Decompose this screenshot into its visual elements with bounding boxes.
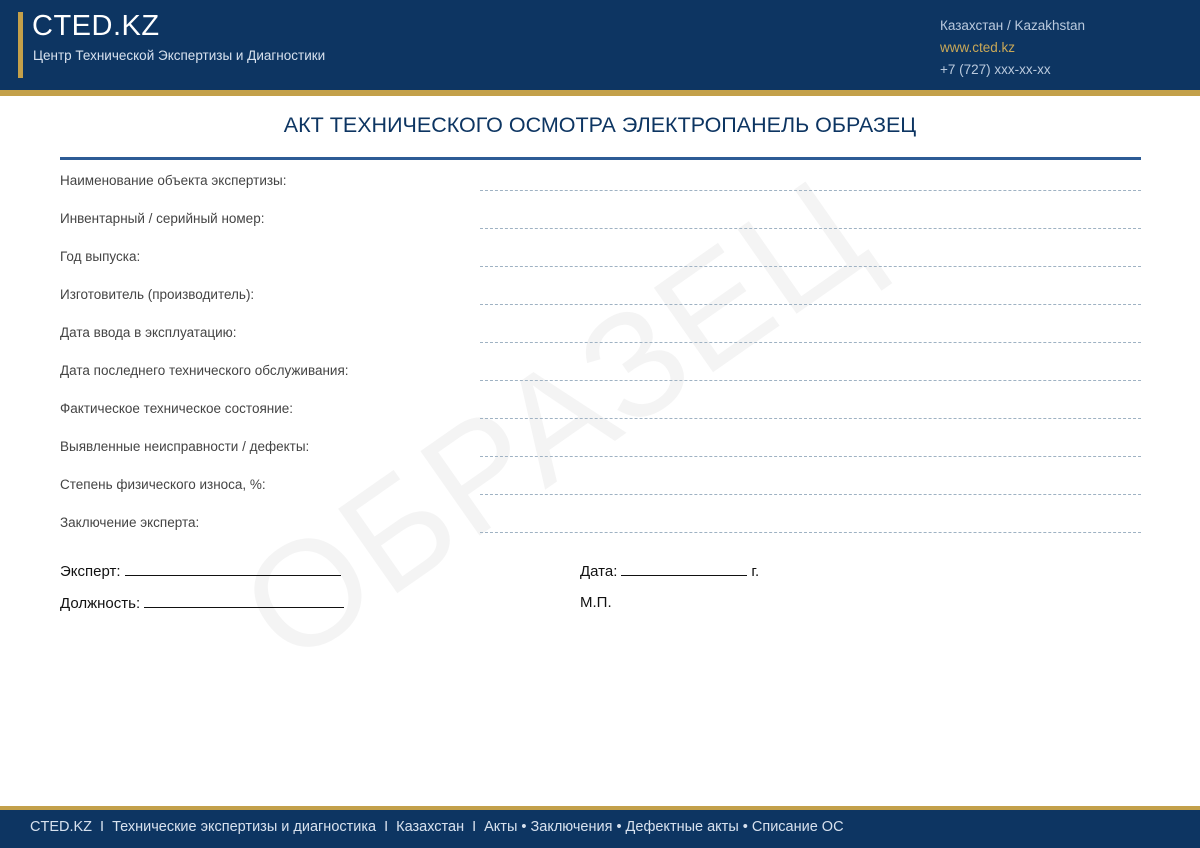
brand-title: CTED.KZ — [32, 10, 160, 42]
field-input-line[interactable] — [480, 304, 1141, 305]
field-row — [60, 173, 1141, 211]
field-label: Заключение эксперта: — [60, 515, 200, 530]
field-row — [60, 363, 1141, 401]
field-input-line[interactable] — [480, 266, 1141, 267]
footer — [0, 810, 1200, 848]
field-label: Наименование объекта экспертизы: — [60, 173, 287, 188]
position-label: Должность: — [60, 595, 141, 612]
brand-subtitle: Центр Технической Экспертизы и Диагностики — [33, 48, 326, 63]
field-label: Фактическое техническое состояние: — [60, 401, 294, 416]
field-row — [60, 439, 1141, 477]
field-input-line[interactable] — [480, 418, 1141, 419]
stamp-place — [580, 594, 612, 611]
field-input-line[interactable] — [480, 190, 1141, 191]
expert-signature-line[interactable] — [125, 562, 341, 576]
footer-brand: CTED.KZ — [30, 819, 93, 835]
footer-services: Технические экспертизы и диагностика — [112, 819, 377, 835]
contact-country: Казахстан / Kazakhstan — [940, 18, 1086, 33]
date-line[interactable] — [621, 562, 747, 576]
footer-text — [30, 819, 844, 835]
footer-documents: Акты • Заключения • Дефектные акты • Списание ОС — [484, 819, 844, 835]
stamp-label: М.П. — [580, 594, 612, 611]
field-label: Степень физического износа, %: — [60, 477, 266, 492]
date-suffix: г. — [751, 563, 760, 580]
footer-country: Казахстан — [396, 819, 465, 835]
field-label: Выявленные неисправности / дефекты: — [60, 439, 310, 454]
expert-label: Эксперт: — [60, 563, 121, 580]
field-input-line[interactable] — [480, 532, 1141, 533]
field-row — [60, 325, 1141, 363]
field-row — [60, 287, 1141, 325]
date-label: Дата: — [580, 563, 618, 580]
field-row — [60, 515, 1141, 553]
field-row — [60, 401, 1141, 439]
document-title: АКТ ТЕХНИЧЕСКОГО ОСМОТРА ЭЛЕКТРОПАНЕЛЬ ОБРАЗЕЦ — [283, 113, 917, 137]
field-label: Год выпуска: — [60, 249, 141, 264]
footer-separator: I — [100, 819, 105, 835]
field-input-line[interactable] — [480, 380, 1141, 381]
position-signature — [60, 594, 348, 612]
field-label: Дата ввода в эксплуатацию: — [60, 325, 237, 340]
field-label: Дата последнего технического обслуживания: — [60, 363, 349, 378]
field-input-line[interactable] — [480, 456, 1141, 457]
field-input-line[interactable] — [480, 342, 1141, 343]
field-label: Изготовитель (производитель): — [60, 287, 255, 302]
field-input-line[interactable] — [480, 494, 1141, 495]
field-label: Инвентарный / серийный номер: — [60, 211, 265, 226]
field-row — [60, 477, 1141, 515]
expert-signature — [60, 562, 345, 580]
field-row — [60, 249, 1141, 287]
position-signature-line[interactable] — [144, 594, 344, 608]
field-row — [60, 211, 1141, 249]
footer-separator: I — [472, 819, 477, 835]
footer-separator: I — [384, 819, 389, 835]
date-signature — [580, 562, 759, 580]
field-input-line[interactable] — [480, 228, 1141, 229]
contact-website: www.cted.kz — [940, 40, 1016, 55]
contact-phone: +7 (727) xxx-xx-xx — [940, 62, 1051, 77]
